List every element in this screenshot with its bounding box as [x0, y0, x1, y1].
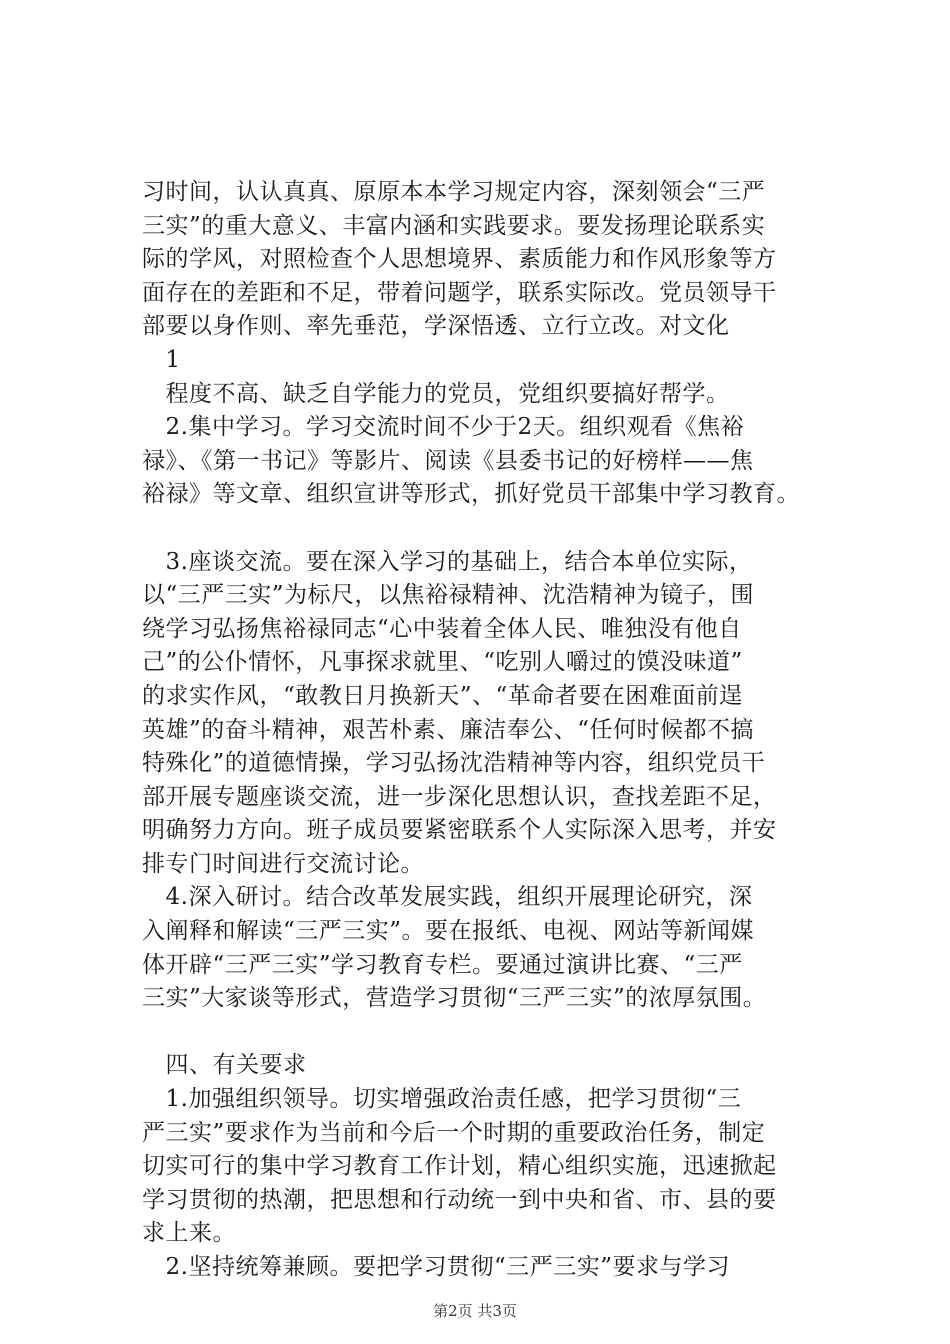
text-line: 的求实作风，“敢教日月换新天”、“革命者要在困难面前逞: [142, 682, 743, 709]
text-line: 裕禄》等文章、组织宣讲等形式，抓好党员干部集中学习教育。: [142, 481, 800, 508]
text-line: 程度不高、缺乏自学能力的党员，党组织要搞好帮学。: [142, 380, 730, 407]
text-line: 学习贯彻的热潮，把思想和行动统一到中央和省、市、县的要: [142, 1186, 777, 1213]
text-line: 部开展专题座谈交流，进一步深化思想认识，查找差距不足，: [142, 783, 777, 810]
text-line: 入阐释和解读“三严三实”。要在报纸、电视、网站等新闻媒: [142, 918, 755, 945]
text-line: 际的学风，对照检查个人思想境界、素质能力和作风形象等方: [142, 246, 777, 273]
text-line: 1: [142, 346, 181, 373]
page-footer: 第2页 共3页: [433, 1302, 517, 1320]
text-line: 体开辟“三严三实”学习教育专栏。要通过演讲比赛、“三严: [142, 951, 743, 978]
text-line: 以“三严三实”为标尺，以焦裕禄精神、沈浩精神为镜子，围: [142, 582, 755, 609]
text-line: 严三实”要求作为当前和今后一个时期的重要政治任务，制定: [142, 1119, 766, 1146]
text-line: 部要以身作则、率先垂范，学深悟透、立行立改。对文化: [142, 313, 730, 340]
text-line: 三实”大家谈等形式，营造学习贯彻“三严三实”的浓厚氛围。: [142, 985, 767, 1012]
text-line: 特殊化”的道德情操，学习弘扬沈浩精神等内容，组织党员干: [142, 750, 766, 777]
text-line: 绕学习弘扬焦裕禄同志“心中装着全体人民、唯独没有他自: [142, 615, 742, 642]
text-line: 三实”的重大意义、丰富内涵和实践要求。要发扬理论联系实: [142, 212, 766, 239]
text-line: 禄》、《第一书记》等影片、阅读《县委书记的好榜样——焦: [142, 447, 754, 474]
text-line: 1.加强组织领导。切实增强政治责任感，把学习贯彻“三: [142, 1086, 742, 1113]
text-line: 3.座谈交流。要在深入学习的基础上，结合本单位实际，: [142, 548, 753, 575]
text-line: 4.深入研讨。结合改革发展实践，组织开展理论研究，深: [142, 884, 753, 911]
text-line: 排专门时间进行交流讨论。: [142, 850, 424, 877]
text-line: 英雄”的奋斗精神，艰苦朴素、廉洁奉公、“任何时候都不搞: [142, 716, 755, 743]
text-line: 四、有关要求: [142, 1052, 307, 1079]
text-line: 己”的公仆情怀，凡事探求就里、“吃别人嚼过的馍没味道”: [142, 649, 743, 676]
text-line: 2.坚持统筹兼顾。要把学习贯彻“三严三实”要求与学习: [142, 1254, 730, 1280]
blank-line: [142, 1016, 862, 1050]
document-body: [142, 176, 862, 1285]
blank-line: [142, 512, 862, 546]
text-line: 面存在的差距和不足，带着问题学，联系实际改。党员领导干: [142, 279, 777, 306]
text-line: 切实可行的集中学习教育工作计划，精心组织实施，迅速掀起: [142, 1153, 777, 1180]
text-line: 习时间，认认真真、原原本本学习规定内容，深刻领会“三严: [142, 179, 766, 205]
text-line: 明确努力方向。班子成员要紧密联系个人实际深入思考，并安: [142, 817, 777, 844]
text-line: 求上来。: [142, 1220, 236, 1247]
text-line: 2.集中学习。学习交流时间不少于2天。组织观看《焦裕: [142, 414, 745, 441]
